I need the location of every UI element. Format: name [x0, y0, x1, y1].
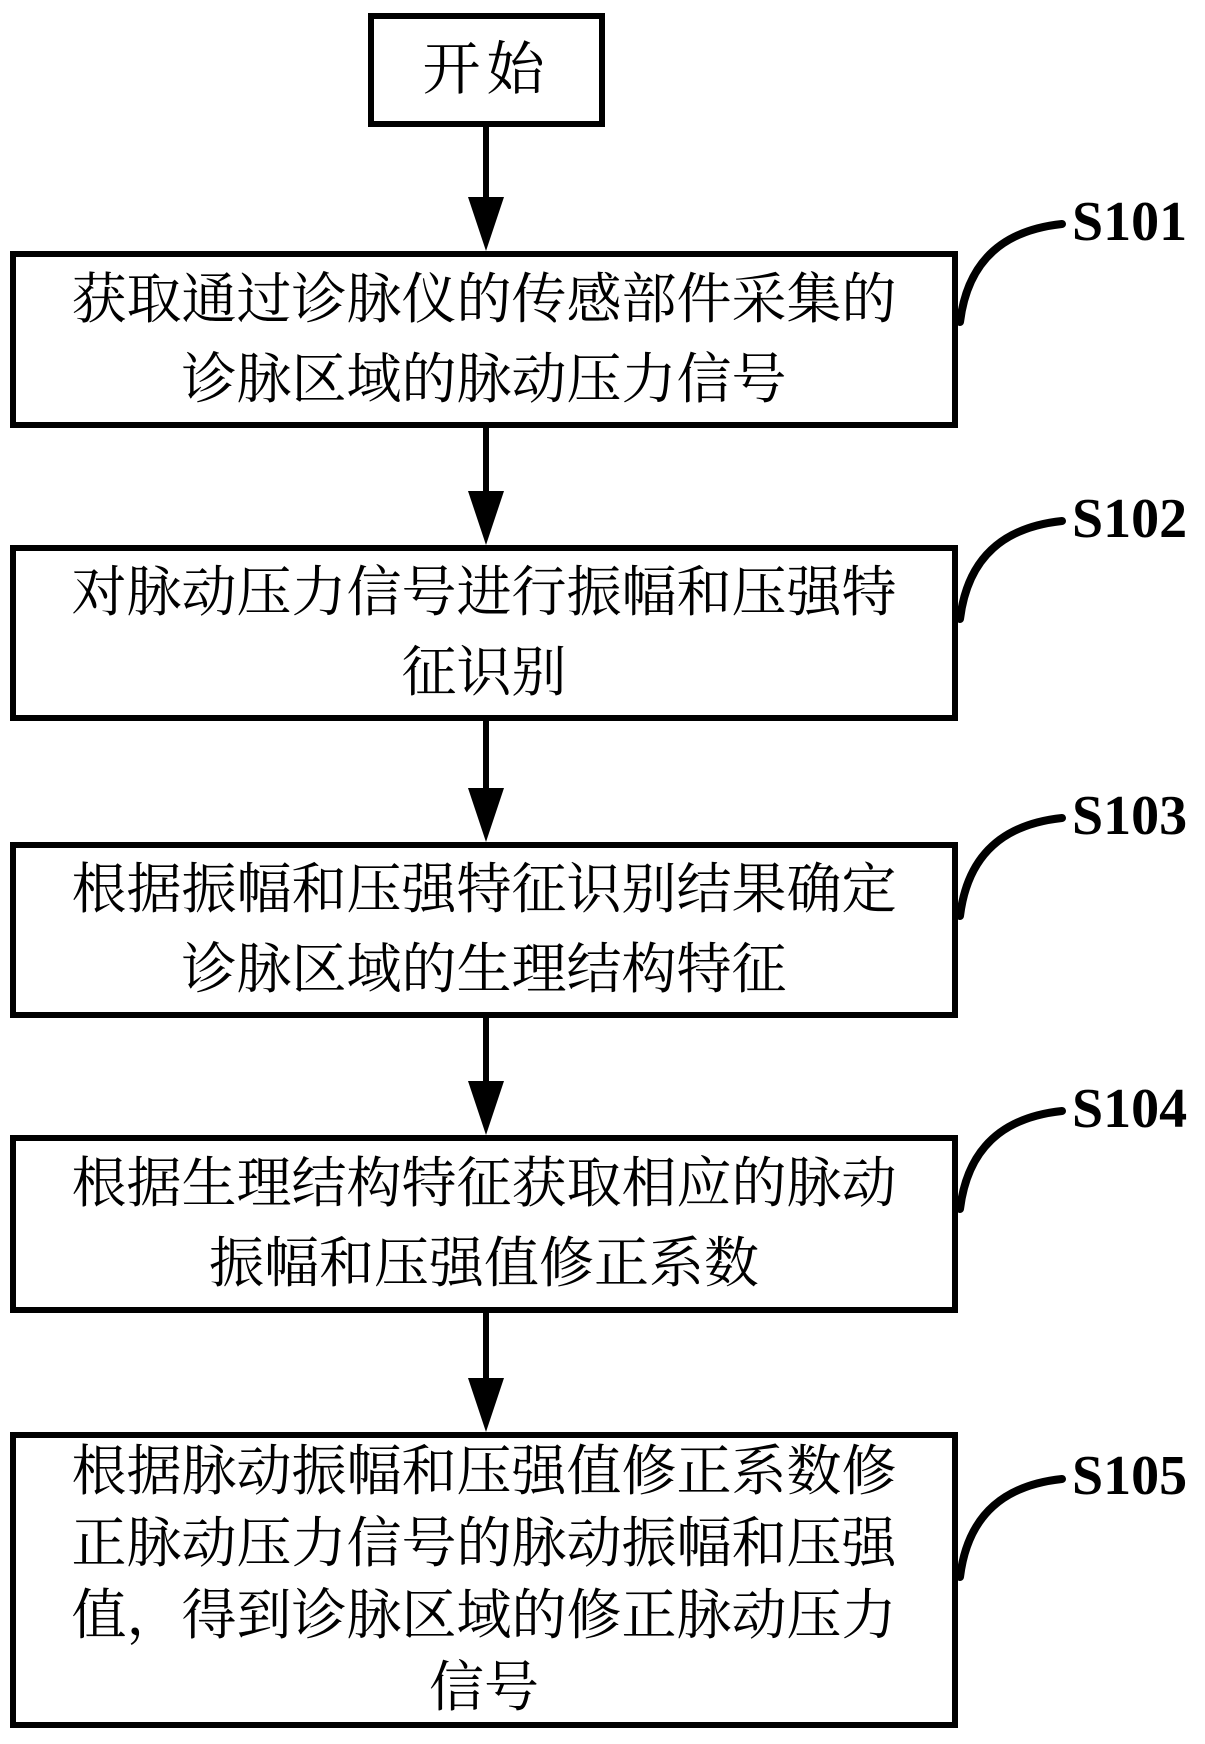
step-text-line: 根据振幅和压强特征识别结果确定	[71, 859, 897, 920]
step-label-s102: S102	[1072, 488, 1188, 550]
step-text-line: 值，得到诊脉区域的修正脉动压力	[71, 1585, 897, 1646]
start-node-label: 开始	[422, 37, 551, 102]
step-box-s105	[10, 1432, 958, 1728]
label-connector-curve	[960, 224, 1062, 1577]
step-text-line: 振幅和压强值修正系数	[208, 1233, 759, 1294]
step-box-s104	[10, 1135, 958, 1313]
step-text-line: 根据脉动振幅和压强值修正系数修	[71, 1441, 897, 1502]
step-label-s103: S103	[1072, 785, 1188, 847]
step-text-line: 根据生理结构特征获取相应的脉动	[71, 1153, 897, 1214]
step-label-s105: S105	[1072, 1445, 1188, 1507]
step-text-line: 获取通过诊脉仪的传感部件采集的	[71, 268, 897, 330]
step-text-line: 信号	[428, 1657, 539, 1718]
step-box-s103	[10, 842, 958, 1018]
step-text-line: 征识别	[401, 642, 567, 703]
step-box-s101	[10, 251, 958, 428]
step-text-line: 诊脉区域的生理结构特征	[181, 939, 787, 1000]
step-text-line: 正脉动压力信号的脉动振幅和压强	[71, 1513, 897, 1574]
step-text-line: 诊脉区域的脉动压力信号	[181, 348, 787, 410]
step-box-s102	[10, 545, 958, 721]
step-label-s104: S104	[1072, 1078, 1188, 1140]
step-text-line: 对脉动压力信号进行振幅和压强特	[71, 562, 897, 623]
step-label-s101: S101	[1072, 191, 1188, 253]
start-node	[368, 13, 605, 127]
